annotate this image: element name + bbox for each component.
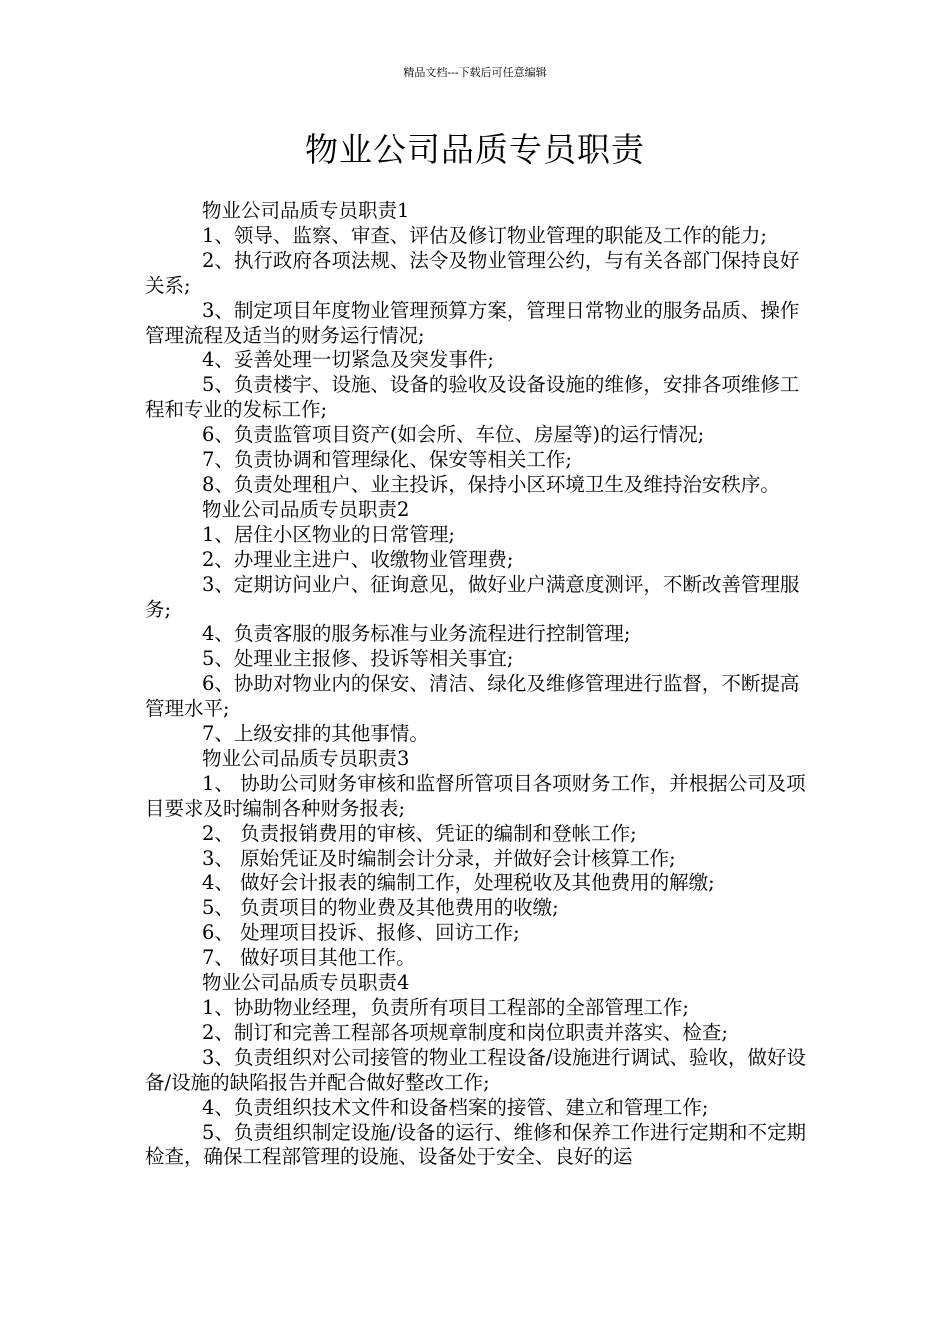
list-item: 6、 处理项目投诉、报修、回访工作; [202,921,520,945]
list-item: 4、妥善处理一切紧急及突发事件; [202,348,494,372]
list-item: 4、负责组织技术文件和设备档案的接管、建立和管理工作; [202,1095,709,1119]
list-item: 1、 协助公司财务审核和监督所管项目各项财务工作，并根据公司及项目要求及时编制各种财务报表; [145,771,806,820]
list-item: 3、 原始凭证及时编制会计分录，并做好会计核算工作; [202,846,676,870]
section-heading-2: 物业公司品质专员职责2 [202,497,410,521]
list-item: 5、处理业主报修、投诉等相关事宜; [202,647,514,671]
document-body [145,199,810,1170]
list-item: 7、上级安排的其他事情。 [202,722,429,746]
list-item: 2、 负责报销费用的审核、凭证的编制和登帐工作; [202,821,637,845]
list-item: 2、办理业主进户、收缴物业管理费; [202,547,514,571]
list-item: 1、居住小区物业的日常管理; [202,522,455,546]
list-item: 7、负责协调和管理绿化、保安等相关工作; [202,448,572,472]
header-note: 精品文档---下载后可任意编辑 [403,66,547,79]
list-item: 6、协助对物业内的保安、清洁、绿化及维修管理进行监督，不断提高管理水平; [145,672,800,721]
list-item: 8、负责处理租户、业主投诉，保持小区环境卫生及维持治安秩序。 [202,472,780,496]
list-item: 1、领导、监察、审查、评估及修订物业管理的职能及工作的能力; [202,223,767,247]
list-item: 3、定期访问业户、征询意见，做好业户满意度测评，不断改善管理服务; [145,572,800,621]
list-item: 3、负责组织对公司接管的物业工程设备/设施进行调试、验收，做好设备/设施的缺陷报告并配合做好整改工作; [145,1045,806,1094]
list-item: 6、负责监管项目资产(如会所、车位、房屋等)的运行情况; [202,423,705,447]
section-heading-3: 物业公司品质专员职责3 [202,746,410,770]
section-heading-1: 物业公司品质专员职责1 [202,199,410,222]
section-heading-4: 物业公司品质专员职责4 [202,971,410,995]
list-item: 5、 负责项目的物业费及其他费用的收缴; [202,896,559,920]
list-item: 3、制定项目年度物业管理预算方案，管理日常物业的服务品质、操作管理流程及适当的财务运行情况; [145,298,800,347]
list-item: 1、协助物业经理，负责所有项目工程部的全部管理工作; [202,996,689,1019]
list-item: 5、负责组织制定设施/设备的运行、维修和保养工作进行定期和不定期检查，确保工程部管理的设施、设备处于安全、良好的运 [145,1120,806,1169]
list-item: 4、负责客服的服务标准与业务流程进行控制管理; [202,622,631,646]
list-item: 2、执行政府各项法规、法令及物业管理公约，与有关各部门保持良好关系; [145,248,800,297]
list-item: 4、 做好会计报表的编制工作，处理税收及其他费用的解缴; [202,871,715,895]
document-title: 物业公司品质专员职责 [305,130,645,169]
list-item: 5、负责楼宇、设施、设备的验收及设备设施的维修，安排各项维修工程和专业的发标工作; [145,373,800,422]
list-item: 2、制订和完善工程部各项规章制度和岗位职责并落实、检查; [202,1020,728,1044]
list-item: 7、 做好项目其他工作。 [202,946,416,970]
